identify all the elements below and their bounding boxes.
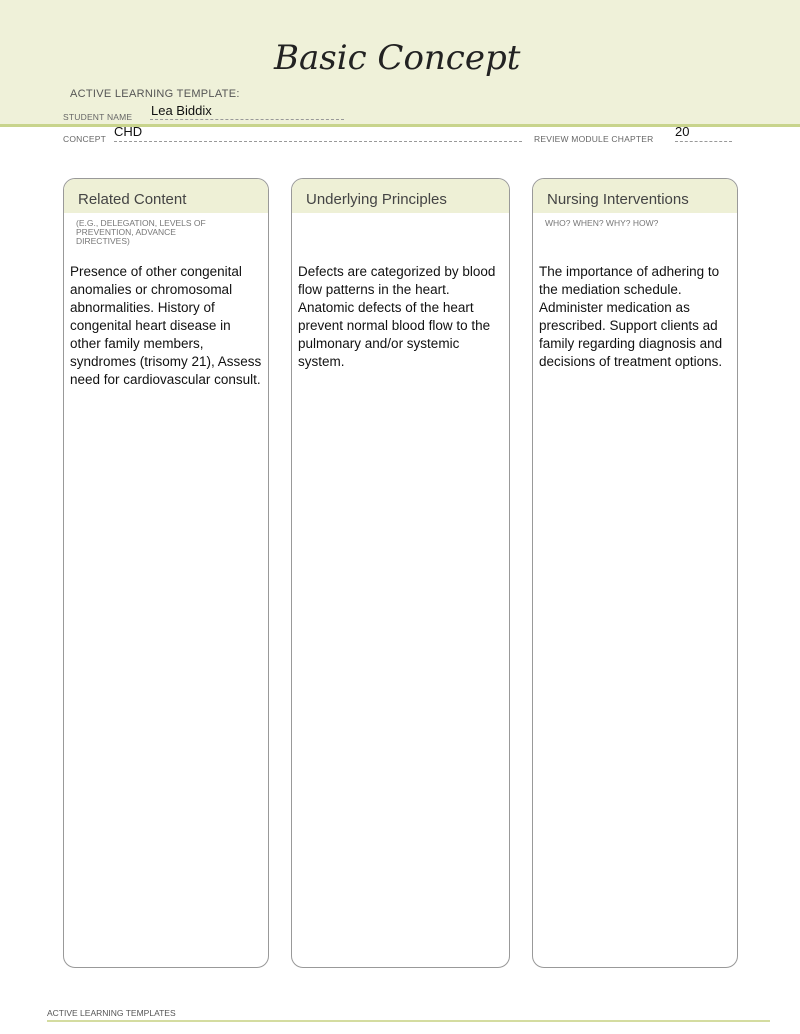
related-content-box xyxy=(63,178,269,968)
box-title: Related Content xyxy=(64,179,268,213)
box-title: Nursing Interventions xyxy=(533,179,737,213)
related-content-text[interactable]: Presence of other congenital anomalies or chromosomal abnormalities. History of congenital heart disease in other family members, syndromes (trisomy 21), Assess need for cardiovascular consult. xyxy=(70,264,262,387)
student-name-underline xyxy=(150,119,344,120)
student-name-field[interactable]: Lea Biddix xyxy=(151,103,212,118)
page-title: Basic Concept xyxy=(274,38,521,78)
nursing-interventions-box xyxy=(532,178,738,968)
footer-divider xyxy=(47,1020,770,1022)
underlying-principles-box xyxy=(291,178,510,968)
footer-label: ACTIVE LEARNING TEMPLATES xyxy=(47,1008,176,1018)
student-name-label: STUDENT NAME xyxy=(63,112,133,122)
review-module-underline xyxy=(675,141,732,142)
box-subtitle: WHO? WHEN? WHY? HOW? xyxy=(545,218,659,228)
concept-underline xyxy=(114,141,522,142)
review-module-field[interactable]: 20 xyxy=(675,124,690,139)
template-label: ACTIVE LEARNING TEMPLATE: xyxy=(70,88,240,100)
box-subtitle xyxy=(292,213,509,219)
concept-label: CONCEPT xyxy=(63,134,106,144)
box-subtitle: (E.G., DELEGATION, LEVELS OF PREVENTION, ADVANCE DIRECTIVES) xyxy=(76,218,206,246)
review-module-label: REVIEW MODULE CHAPTER xyxy=(534,134,654,144)
nursing-interventions-text[interactable]: The importance of adhering to the mediation schedule. Administer medication as prescribed. Support clients ad family regarding diagnosis and decisions of treatment options. xyxy=(539,264,723,369)
concept-field[interactable]: CHD xyxy=(114,124,143,139)
box-title: Underlying Principles xyxy=(292,179,509,213)
underlying-principles-text[interactable]: Defects are categorized by blood flow patterns in the heart. Anatomic defects of the heart prevent normal blood flow to the pulmonary and/or systemic system. xyxy=(298,264,496,369)
